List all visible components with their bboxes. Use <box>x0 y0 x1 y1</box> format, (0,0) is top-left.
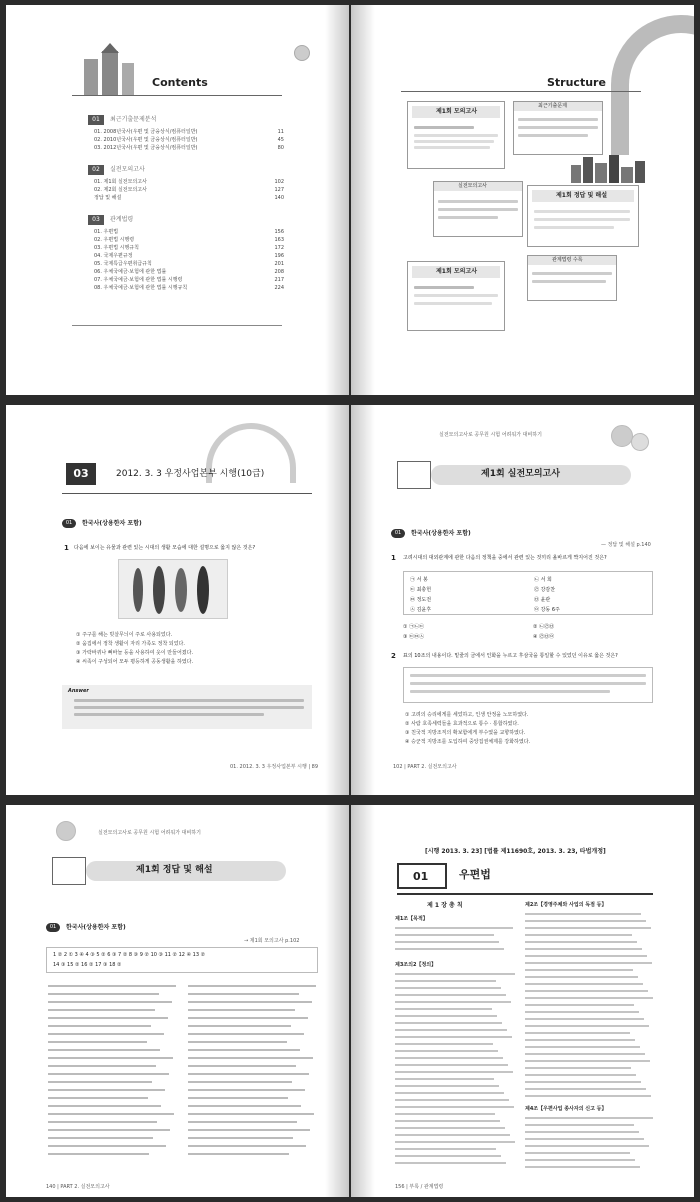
toc-item-page: 172 <box>274 245 284 251</box>
question-number: 1 <box>391 554 396 562</box>
toc-item[interactable] <box>94 229 284 235</box>
structure-note: 실전모의고사 <box>433 181 523 237</box>
answer-ref: — 정답 및 해설 p.140 <box>601 542 651 548</box>
text-line <box>525 997 653 999</box>
page-footer: 140 | PART 2. 실전모의고사 <box>46 1184 110 1190</box>
toc-item-page: 102 <box>274 179 284 185</box>
text-line <box>395 1015 497 1017</box>
text-line <box>395 1134 510 1136</box>
structure-page <box>351 5 694 395</box>
text-line <box>48 1097 148 1099</box>
section-number: 01 <box>391 529 405 538</box>
text-line <box>525 920 646 922</box>
toc-item[interactable] <box>94 195 284 201</box>
question-text: 고려시대의 대외관계에 관한 다음의 정책을 중에서 관련 있는 것끼리 올바르게 짝지어진 것은? <box>403 555 607 561</box>
text-line <box>395 1071 513 1073</box>
structure-title: Structure <box>547 76 606 89</box>
text-line <box>188 1073 309 1075</box>
text-line <box>395 927 513 929</box>
text-line <box>525 1074 636 1076</box>
toc-item[interactable] <box>94 129 284 135</box>
text-line <box>395 1155 501 1157</box>
chapter-number: 01 <box>397 863 447 889</box>
section-label: 한국사(상용한자 포함) <box>66 924 126 931</box>
choice-cell: ㉠ 서 봉 <box>410 577 428 583</box>
spread-1 <box>0 0 700 400</box>
text-line <box>48 1073 169 1075</box>
text-line <box>395 941 499 943</box>
text-line <box>525 1025 649 1027</box>
text-line <box>395 1008 492 1010</box>
text-line <box>188 1137 293 1139</box>
toc-item-title: 02. 2010년국사(우편 및 금융상식/컴퓨터일반) <box>94 137 198 143</box>
answer-option: ④ ㉣㉥㉧ <box>533 634 555 640</box>
toc-item-title: 06. 우체국예금·보험에 관한 법률 <box>94 269 167 275</box>
section-badge: 01 <box>88 115 104 125</box>
toc-item[interactable] <box>94 277 284 283</box>
choice-cell: ㉣ 강감찬 <box>534 587 556 593</box>
text-line <box>188 1065 296 1067</box>
answer-option: ④ 승군적 지방조를 도입하여 중앙집권체제를 강화하였다. <box>405 739 531 745</box>
text-line <box>525 1039 635 1041</box>
text-line <box>525 1067 631 1069</box>
text-line <box>48 1041 147 1043</box>
choice-cell: ㉧ 강동 6주 <box>534 607 560 613</box>
choice-cell: ㉡ 서 희 <box>534 577 552 583</box>
question-number: 1 <box>64 544 69 552</box>
text-line <box>525 1004 634 1006</box>
choice-cell: ㉦ 김윤후 <box>410 607 432 613</box>
mock-title: 제1회 정답 및 해설 <box>136 865 213 875</box>
text-line <box>188 1113 314 1115</box>
text-line <box>525 1088 646 1090</box>
text-line <box>188 1145 306 1147</box>
answer-option: ① 고려의 승리에게를 세었하고, 인생 안정을 노모하였다. <box>405 712 529 718</box>
spread-3 <box>0 800 700 1202</box>
section-label: 최근기출문제분석 <box>110 116 157 123</box>
city-illustration <box>571 155 647 183</box>
chapter-heading: 제 1 장 총 칙 <box>427 902 463 909</box>
toc-item-title: 04. 국제우편규정 <box>94 253 133 259</box>
text-line <box>48 1081 152 1083</box>
toc-item-page: 208 <box>274 269 284 275</box>
text-line <box>48 1033 164 1035</box>
text-line <box>395 1120 500 1122</box>
question-number: 2 <box>391 652 396 660</box>
tree-icon <box>56 821 76 841</box>
toc-item-page: 201 <box>274 261 284 267</box>
rainbow-illustration <box>611 15 694 155</box>
text-line <box>525 1032 630 1034</box>
text-line <box>48 993 159 995</box>
question-ref: → 제1회 모의고사 p.102 <box>244 938 300 944</box>
law-page <box>351 805 694 1197</box>
toc-item-page: 127 <box>274 187 284 193</box>
text-line <box>525 983 643 985</box>
choice-cell: ㉢ 최충헌 <box>410 587 432 593</box>
text-line <box>395 948 504 950</box>
section-number: 01 <box>62 519 76 528</box>
castle-illustration <box>74 45 144 95</box>
toc-item-page: 163 <box>274 237 284 243</box>
answer-box: Answer <box>62 685 312 729</box>
text-line <box>395 1113 495 1115</box>
text-line <box>525 1046 640 1048</box>
text-line <box>188 1089 305 1091</box>
toc-item[interactable] <box>94 261 284 267</box>
text-line <box>525 1117 653 1119</box>
text-line <box>525 1095 651 1097</box>
text-line <box>525 1145 649 1147</box>
text-line <box>48 1113 174 1115</box>
text-line <box>525 962 652 964</box>
text-line <box>48 1129 170 1131</box>
answer-option: ② 사람 호족세력들을 효과적으로 통수 · 통합하였다. <box>405 721 519 727</box>
structure-card: 제1회 모의고사 <box>407 101 505 169</box>
text-line <box>525 969 633 971</box>
text-line <box>48 1089 165 1091</box>
text-line <box>188 1017 308 1019</box>
section-label: 관계법령 <box>110 216 134 223</box>
text-line <box>395 1106 514 1108</box>
artifact-photo <box>118 559 228 619</box>
text-line <box>48 1153 149 1155</box>
text-line <box>395 934 494 936</box>
text-line <box>395 1127 505 1129</box>
law-title: 우편법 <box>459 868 491 881</box>
toc-item[interactable] <box>94 253 284 259</box>
text-line <box>188 1081 292 1083</box>
text-line <box>395 1050 498 1052</box>
toc-item-page: 196 <box>274 253 284 259</box>
section-label: 한국사(상용한자 포함) <box>82 520 142 527</box>
answer-option: ② ㉡㉣㉥ <box>533 624 555 630</box>
toc-item[interactable] <box>94 269 284 275</box>
text-line <box>395 973 515 975</box>
text-line <box>395 987 501 989</box>
toc-item[interactable] <box>94 285 284 291</box>
text-line <box>48 985 176 987</box>
text-line <box>525 1159 635 1161</box>
text-line <box>188 1129 310 1131</box>
answer-option: ① ㉠㉡㉢ <box>403 624 425 630</box>
tree-icon <box>631 433 649 451</box>
text-line <box>525 927 651 929</box>
running-header: 실전모의고사로 공무원 시험 어려워가 대비하기 <box>98 830 201 836</box>
choice-cell: ㉥ 윤관 <box>534 597 551 603</box>
text-line <box>188 1033 304 1035</box>
section-badge: 03 <box>88 215 104 225</box>
running-header: 실전모의고사로 공무원 시험 어려워가 대비하기 <box>439 432 542 438</box>
answer-option: ③ ㉢㉤㉦ <box>403 634 425 640</box>
structure-card: 제1회 정답 및 해설 <box>527 185 639 247</box>
text-line <box>525 1166 640 1168</box>
section-badge: 02 <box>88 165 104 175</box>
text-line <box>395 1022 502 1024</box>
section-label: 한국사(상용한자 포함) <box>411 530 471 537</box>
text-line <box>395 1057 503 1059</box>
text-line <box>188 1057 313 1059</box>
toc-item[interactable] <box>94 137 284 143</box>
text-line <box>395 1099 509 1101</box>
section-number: 01 <box>46 923 60 932</box>
answer-page <box>6 805 349 1197</box>
toc-item-page: 224 <box>274 285 284 291</box>
toc-item-page: 156 <box>274 229 284 235</box>
chapter-title: 2012. 3. 3 우정사업본부 시행(10급) <box>116 469 265 479</box>
text-line <box>395 1092 504 1094</box>
text-line <box>188 1009 295 1011</box>
section-label: 실전모의고사 <box>110 166 145 173</box>
mock-badge <box>52 857 86 885</box>
answer-option: ④ 씨족이 구성되어 모두 평등하게 공동생활을 하였다. <box>76 659 194 665</box>
toc-item-page: 11 <box>277 129 284 135</box>
toc-item[interactable] <box>94 179 284 185</box>
text-line <box>188 1097 288 1099</box>
text-line <box>188 1121 297 1123</box>
choice-cell: ㉤ 정도전 <box>410 597 432 603</box>
text-line <box>525 1152 630 1154</box>
text-line <box>525 955 647 957</box>
text-line <box>48 1049 160 1051</box>
text-line <box>188 1049 300 1051</box>
text-line <box>395 980 496 982</box>
text-line <box>525 1018 644 1020</box>
text-line <box>525 976 638 978</box>
text-line <box>48 1137 153 1139</box>
text-line <box>48 1145 166 1147</box>
toc-item-title: 03. 2012년국사(우편 및 금융상식/컴퓨터일반) <box>94 145 198 151</box>
answer-key: 1 ② 2 ① 3 ④ 4 ③ 5 ② 6 ③ 7 ② 8 ③ 9 ② 10 ③ 11 ② 12 ④ 13 ② 14 ③ 15 ② 16 ② 17 ③ 18 ② <box>46 947 318 973</box>
text-line <box>395 1078 494 1080</box>
text-line <box>48 1017 168 1019</box>
text-line <box>188 985 316 987</box>
toc-item[interactable] <box>94 187 284 193</box>
page-footer: 102 | PART 2. 실전모의고사 <box>393 764 457 770</box>
text-line <box>525 1124 634 1126</box>
toc-item-title: 02. 우편법 시행령 <box>94 237 135 243</box>
toc-item-page: 45 <box>277 137 284 143</box>
spread-2 <box>0 400 700 800</box>
text-line <box>395 1036 512 1038</box>
toc-item-title: 01. 2008년국사(우편 및 금융상식/컴퓨터일반) <box>94 129 198 135</box>
text-line <box>525 1011 639 1013</box>
article-heading: 제4조【우편사업 종사자의 신고 등】 <box>525 1106 607 1112</box>
text-line <box>395 1085 499 1087</box>
toc-item-title: 정답 및 해설 <box>94 195 122 201</box>
contents-title: Contents <box>152 76 208 89</box>
text-line <box>525 1081 641 1083</box>
law-header: [시행 2013. 3. 23] [법률 제11690호, 2013. 3. 23, 타법개정] <box>425 848 606 855</box>
text-line <box>48 1025 151 1027</box>
text-line <box>395 1029 507 1031</box>
text-line <box>48 1001 172 1003</box>
toc-item[interactable] <box>94 237 284 243</box>
structure-card: 제1회 모의고사 <box>407 261 505 331</box>
toc-item-title: 07. 우체국예금·보험에 관한 법률 시행령 <box>94 277 183 283</box>
structure-note: 최근기출문제 <box>513 101 603 155</box>
answer-option: ② 움집에서 정착 생활이 자리 가족도 정착 되었다. <box>76 641 185 647</box>
toc-item-title: 01. 제1회 실전모의고사 <box>94 179 147 185</box>
text-line <box>525 1053 645 1055</box>
mock-badge <box>397 461 431 489</box>
page-footer: 156 | 부록 / 관계법령 <box>395 1184 444 1190</box>
text-line <box>395 1141 515 1143</box>
answer-option: ③ 친국적 지방조직의 확보함에게 부수였을 교향하였다. <box>405 730 526 736</box>
exam-page <box>6 405 349 795</box>
answer-option: ① 주구를 해는 빗살무늬이 주로 사용되었다. <box>76 632 173 638</box>
text-line <box>395 994 506 996</box>
chapter-number: 03 <box>66 463 96 485</box>
text-line <box>48 1065 156 1067</box>
text-line <box>188 1025 291 1027</box>
toc-item-title: 03. 우편법 시행규칙 <box>94 245 139 251</box>
toc-item[interactable] <box>94 245 284 251</box>
text-line <box>48 1057 173 1059</box>
text-line <box>525 941 637 943</box>
page-footer: 01. 2012. 3. 3 우정사업본부 시행 | 89 <box>230 764 319 770</box>
exam-page <box>351 405 694 795</box>
contents-page <box>6 5 349 395</box>
text-line <box>188 993 299 995</box>
text-line <box>188 1153 289 1155</box>
toc-item-page: 140 <box>274 195 284 201</box>
text-line <box>525 1131 639 1133</box>
toc-item-title: 05. 국제특급우편취급규칙 <box>94 261 152 267</box>
tree-icon <box>294 45 310 61</box>
tree-icon <box>611 425 633 447</box>
text-line <box>395 1064 508 1066</box>
toc-item-title: 01. 우편법 <box>94 229 119 235</box>
question-text: 다음에 보이는 유물과 관련 있는 시대의 생활 모습에 대한 설명으로 옳지 않은 것은? <box>74 545 256 551</box>
text-line <box>48 1009 155 1011</box>
article-heading: 제1조【목적】 <box>395 916 428 922</box>
text-line <box>188 1041 287 1043</box>
text-line <box>395 1162 506 1164</box>
text-line <box>188 1105 301 1107</box>
toc-item-title: 02. 제2회 실전모의고사 <box>94 187 147 193</box>
question-text: 표의 10조의 내용이다. 밑줄의 금에서 인화을 누르고 후삼국을 통일할 수 있었던 이유로 옳은 것은? <box>403 653 618 659</box>
text-line <box>188 1001 312 1003</box>
text-line <box>525 913 641 915</box>
text-line <box>525 1138 644 1140</box>
answer-option: ③ 가락바퀴나 뼈바늘 등을 사용하여 옷이 만들어졌다. <box>76 650 194 656</box>
text-line <box>48 1121 157 1123</box>
toc-item-title: 08. 우체국예금·보험에 관한 법률 시행규칙 <box>94 285 188 291</box>
article-heading: 제3조의2【정의】 <box>395 962 437 968</box>
text-line <box>395 1148 496 1150</box>
text-line <box>48 1105 161 1107</box>
toc-item[interactable] <box>94 145 284 151</box>
text-line <box>395 1001 511 1003</box>
text-line <box>525 934 632 936</box>
article-heading: 제2조【경영주체와 사업의 독점 등】 <box>525 902 607 908</box>
mock-title: 제1회 실전모의고사 <box>481 469 560 479</box>
text-line <box>525 1060 650 1062</box>
passage-box <box>403 667 653 703</box>
text-line <box>525 990 648 992</box>
structure-note: 관계법령 수록 <box>527 255 617 301</box>
text-line <box>525 948 642 950</box>
toc-item-page: 80 <box>277 145 284 151</box>
toc-item-page: 217 <box>274 277 284 283</box>
text-line <box>395 1043 493 1045</box>
